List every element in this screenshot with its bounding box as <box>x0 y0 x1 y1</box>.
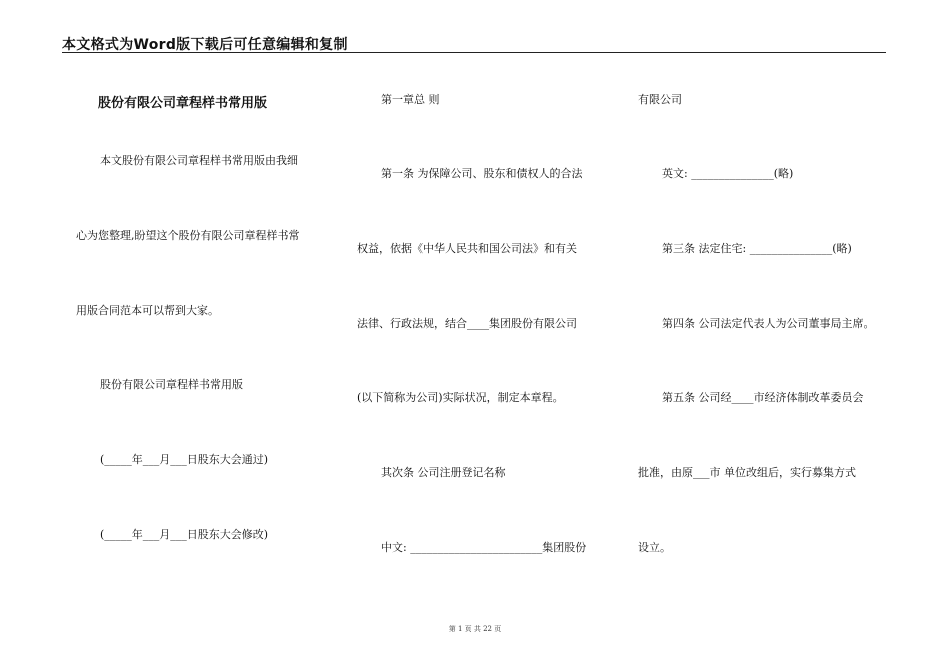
page-number: 第 1 页 共 22 页 <box>448 625 502 633</box>
col3-line-5: 第五条 公司经____市经济体制改革委员会 <box>662 391 864 404</box>
col2-line-5: (以下简称为公司)实际状况，制定本章程。 <box>357 391 564 404</box>
col3-line-4: 第四条 公司法定代表人为公司董事局主席。 <box>662 317 875 330</box>
col3-line-1: 有限公司 <box>638 93 682 106</box>
document-header: 本文格式为Word版下载后可任意编辑和复制 <box>62 37 348 53</box>
document-title: 股份有限公司章程样书常用版 <box>98 96 268 111</box>
col1-line-5: (_____年___月___日股东大会通过) <box>100 453 269 466</box>
col2-line-6: 其次条 公司注册登记名称 <box>381 466 506 479</box>
col2-line-2: 第一条 为保障公司、股东和债权人的合法 <box>381 167 583 180</box>
col1-line-2: 心为您整理,盼望这个股份有限公司章程样书常 <box>76 229 300 242</box>
col2-line-3: 权益，依据《中华人民共和国公司法》和有关 <box>357 242 577 255</box>
header-rule <box>62 52 886 53</box>
col1-line-4: 股份有限公司章程样书常用版 <box>100 378 243 391</box>
col1-line-3: 用版合同范本可以帮到大家。 <box>76 304 219 317</box>
col2-line-1: 第一章总 则 <box>381 93 440 106</box>
col1-line-1: 本文股份有限公司章程样书常用版由我细 <box>100 154 298 167</box>
col3-line-6: 批准，由原___市 单位改组后，实行募集方式 <box>638 466 856 479</box>
col1-line-6: (_____年___月___日股东大会修改) <box>100 528 269 541</box>
col3-line-7: 设立。 <box>638 541 671 554</box>
col2-line-4: 法律、行政法规，结合____集团股份有限公司 <box>357 317 577 330</box>
col3-line-2: 英文: _______________(略) <box>662 167 794 180</box>
col3-line-3: 第三条 法定住宅: _______________(略) <box>662 242 852 255</box>
col2-line-7: 中文: ________________________集团股份 <box>381 541 587 554</box>
